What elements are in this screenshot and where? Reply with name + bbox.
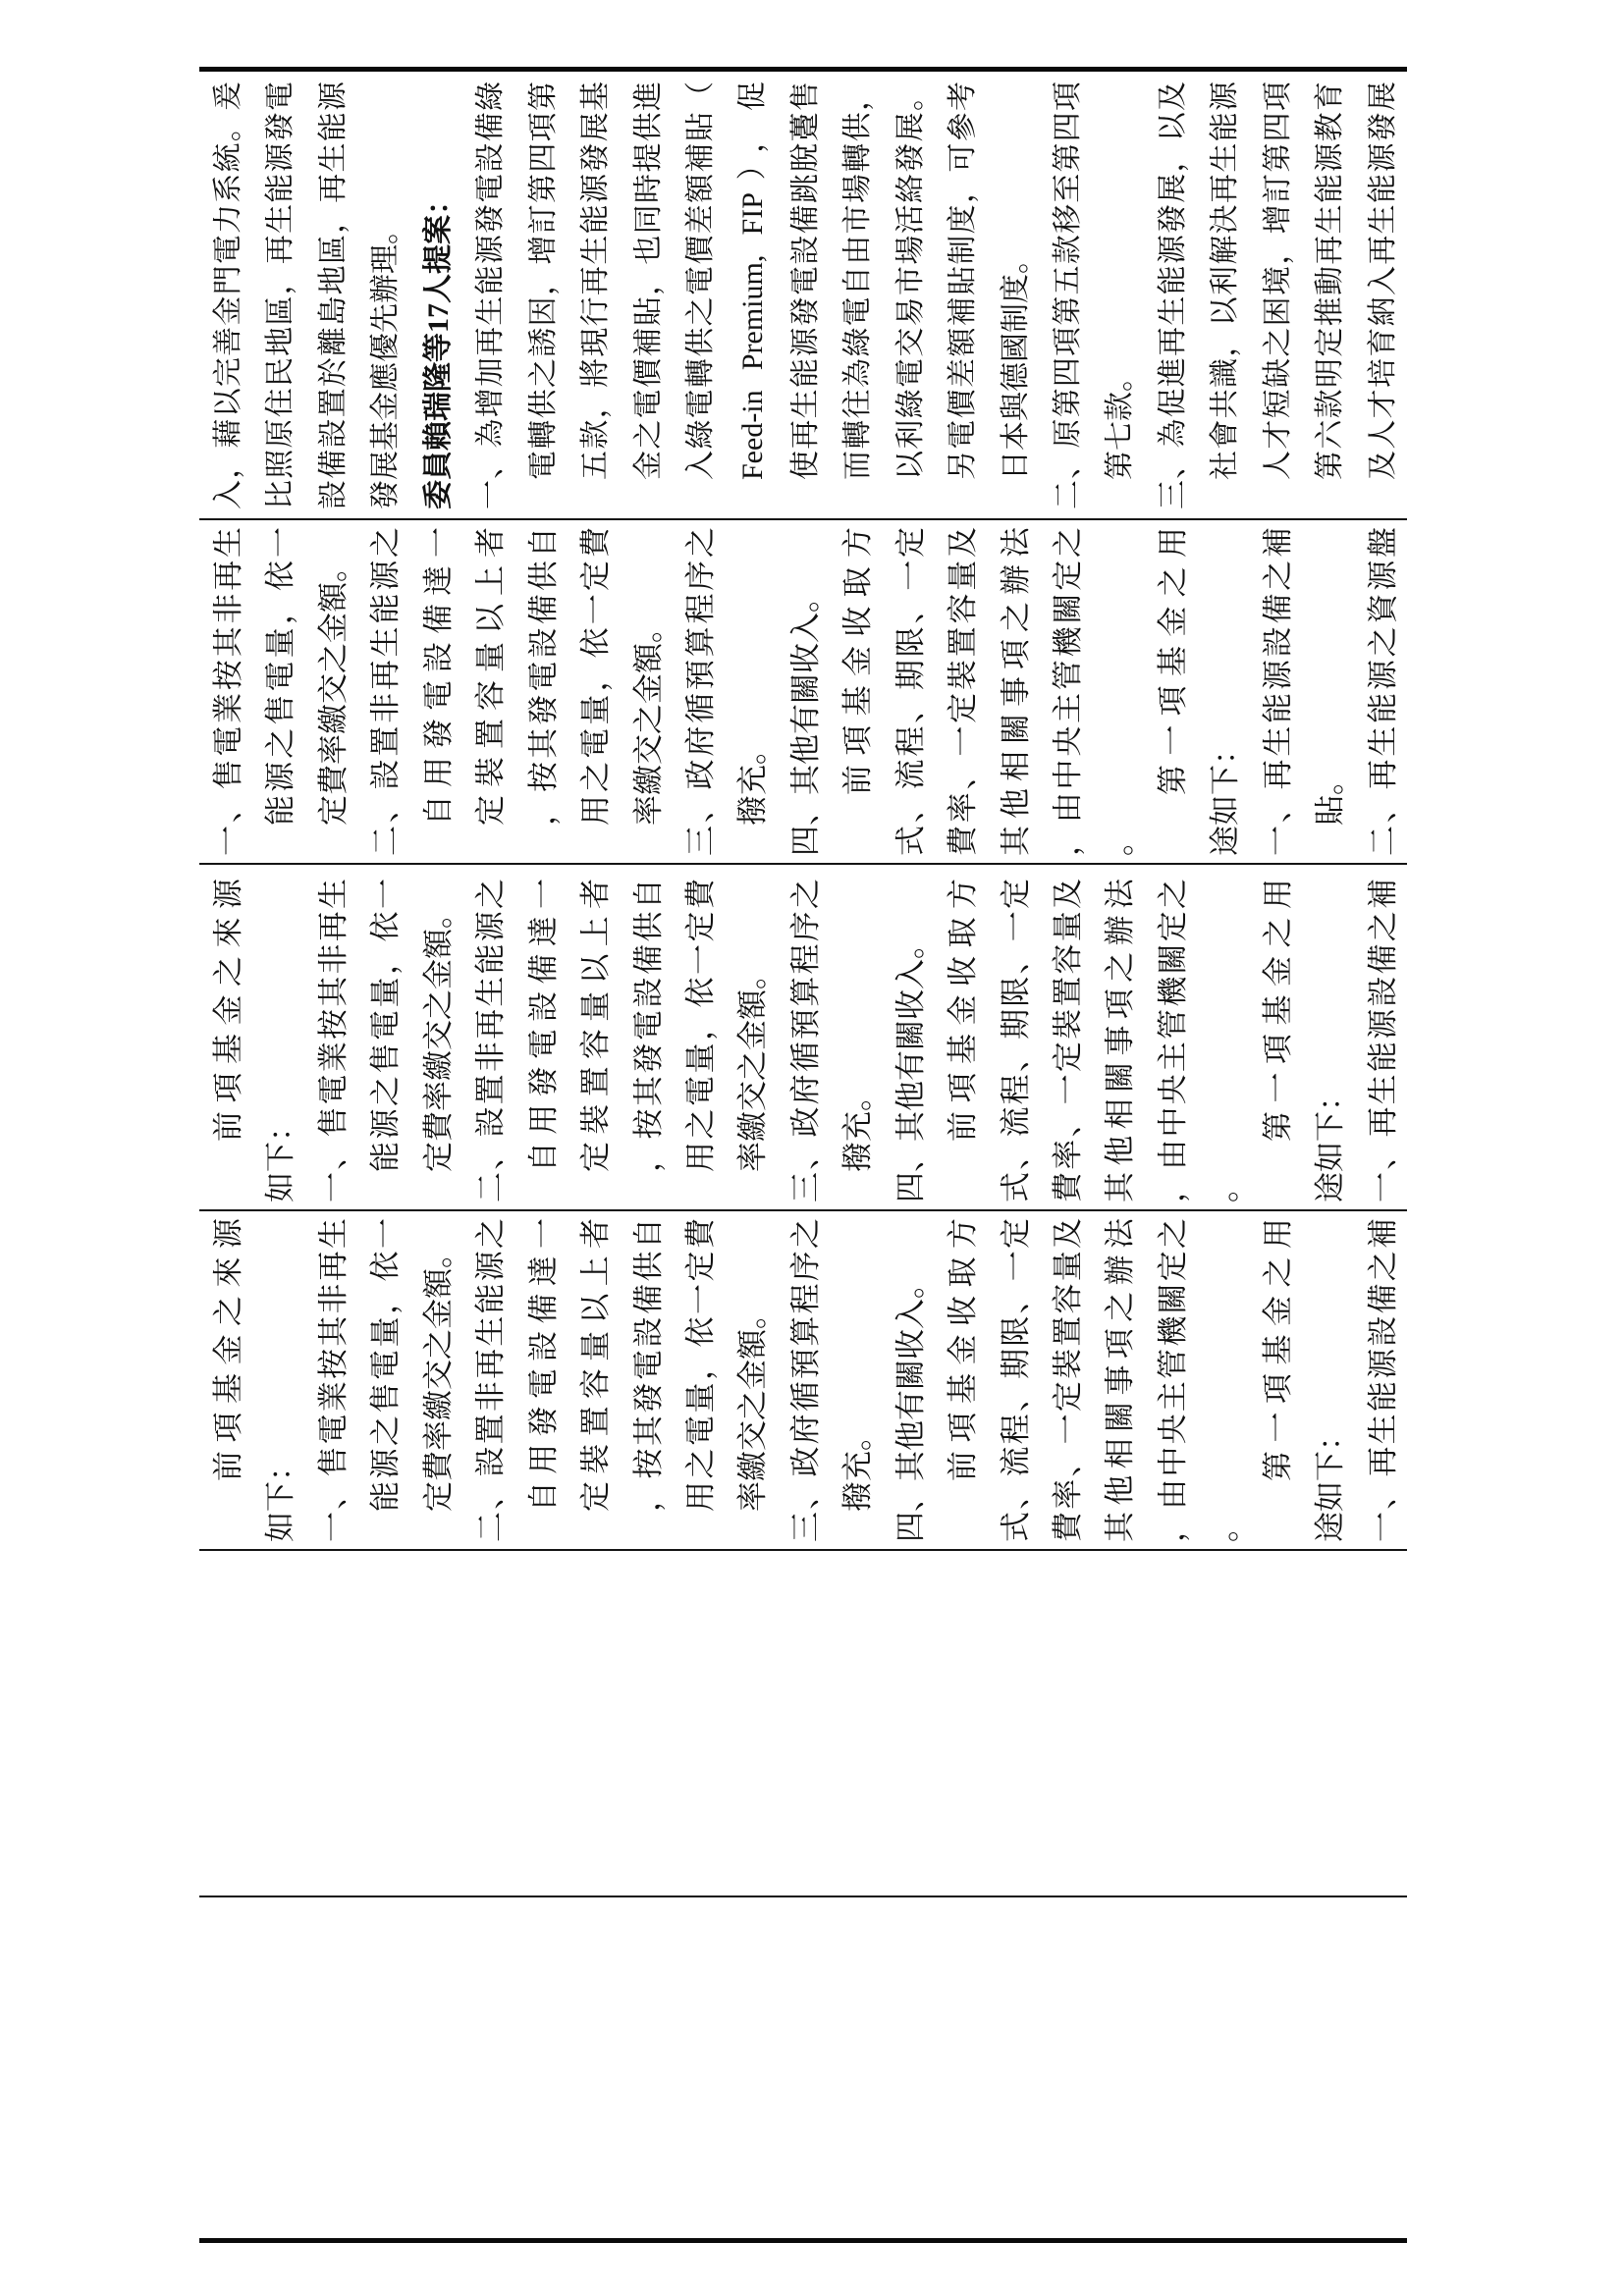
text-line: 前項基金收取方 — [946, 1218, 981, 1481]
table-divider — [199, 1896, 1407, 1897]
text-line: 前項基金收取方 — [840, 527, 876, 795]
text-line: 途如下： — [1313, 1081, 1348, 1202]
text-line: 定費率繳交之金額。 — [315, 552, 351, 826]
text-line: ，按其發電設備供自 — [525, 527, 561, 826]
text-line: 二、原第四項第五款移至第四項 — [1052, 81, 1084, 509]
text-line: 一、售電業按其非再生 — [211, 527, 245, 856]
text-line: 自用發電設備達一 — [420, 527, 456, 826]
text-line: 式、流程、期限、一定 — [893, 527, 928, 856]
text-line: 二、再生能源之資源盤 — [1365, 527, 1400, 856]
text-line: 途如下： — [1313, 1420, 1348, 1542]
text-line: 前項基金之來源 — [211, 879, 245, 1142]
text-line: 定裝置容量以上者 — [578, 879, 614, 1172]
text-line: 如下： — [263, 1111, 298, 1202]
text-line: 入綠電轉供之電價差額補貼（ — [683, 81, 717, 480]
text-line: 一、再生能源設備之補 — [1260, 527, 1295, 856]
text-line: 。 — [1103, 826, 1138, 856]
text-line: 費率、一定裝置容量及 — [946, 527, 981, 856]
table-column-text-b — [202, 879, 1409, 1202]
text-line: 第七款。 — [1104, 362, 1137, 480]
text-line: 用之電量，依一定費 — [682, 879, 718, 1172]
text-line: 四、其他有關收入。 — [893, 929, 928, 1202]
text-line: 設備設置於離島地區，再生能源 — [316, 81, 350, 509]
text-line: ，由中央主管機關定之 — [1155, 879, 1190, 1202]
text-line: 電轉供之誘因，增訂第四項第 — [526, 81, 560, 480]
text-line: 其他相關事項之辦法 — [998, 527, 1033, 856]
text-line: 撥充。 — [735, 734, 771, 826]
text-line: 如下： — [263, 1451, 298, 1542]
text-line: 而轉往為綠電自由市場轉供， — [841, 81, 875, 480]
text-line: 三、為促進再生能源發展，以及 — [1156, 81, 1189, 509]
text-line: 比照原住民地區，再生能源發電 — [264, 81, 298, 509]
text-line: 第六款明定推動再生能源教育 — [1314, 81, 1347, 480]
text-line: 發展基金應優先辦理。 — [369, 215, 403, 509]
text-line: 費率、一定裝置容量及 — [1051, 1218, 1085, 1542]
text-line: 社會共識，以利解決再生能源 — [1209, 81, 1242, 480]
text-line: 率繳交之金額。 — [735, 1299, 771, 1512]
text-line: 前項基金收取方 — [946, 879, 981, 1142]
text-line: 一、售電業按其非再生 — [315, 879, 351, 1202]
text-line: 自用發電設備達一 — [525, 1218, 561, 1512]
text-line: ，按其發電設備供自 — [630, 879, 666, 1172]
text-line: 能源之售電量，依一 — [263, 527, 298, 826]
text-line: 金之電價補貼，也同時提供進 — [631, 81, 665, 480]
text-line: ，由中央主管機關定之 — [1155, 1218, 1190, 1542]
table-divider — [199, 518, 1407, 520]
text-line: 日本與德國制度。 — [999, 244, 1032, 480]
text-line: 以利綠電交易市場活絡發展。 — [893, 81, 927, 480]
text-line: 率繳交之金額。 — [735, 959, 771, 1172]
text-line: 定裝置容量以上者 — [578, 1218, 614, 1512]
text-line: 途如下： — [1208, 734, 1243, 856]
text-line: 及人才培育納入再生能源發展 — [1366, 81, 1399, 480]
text-line: 定費率繳交之金額。 — [420, 1238, 456, 1512]
table-column-text-c — [202, 527, 1409, 856]
text-line: 費率、一定裝置容量及 — [1051, 879, 1085, 1202]
text-line: ，由中央主管機關定之 — [1051, 527, 1085, 856]
text-line: 一、為增加再生能源發電設備綠 — [474, 81, 508, 509]
text-line: 能源之售電量，依一 — [368, 1218, 404, 1512]
text-line: Feed-in Premium, FIP），促 — [736, 81, 770, 480]
text-line: 其他相關事項之辦法 — [1103, 1218, 1138, 1542]
text-line: 率繳交之金額。 — [630, 613, 666, 826]
text-line: 三、政府循預算程序之 — [787, 1218, 823, 1542]
text-line: 式、流程、期限、一定 — [998, 879, 1033, 1202]
text-line: 二、設置非再生能源之 — [473, 879, 509, 1202]
text-line: 三、政府循預算程序之 — [787, 879, 823, 1202]
table-border-right — [199, 67, 1407, 72]
text-line: 式、流程、期限、一定 — [998, 1218, 1033, 1542]
table-divider — [199, 1209, 1407, 1211]
text-line: 二、設置非再生能源之 — [368, 527, 404, 856]
text-line: 另電價差額補貼制度，可參考 — [947, 81, 980, 480]
text-line: 四、其他有關收入。 — [787, 582, 823, 856]
text-line: ，按其發電設備供自 — [630, 1218, 666, 1512]
table-divider — [199, 863, 1407, 865]
text-line: 自用發電設備達一 — [525, 879, 561, 1172]
text-line: 一、再生能源設備之補 — [1365, 879, 1400, 1202]
table-border-left — [199, 2238, 1407, 2243]
text-line: 三、政府循預算程序之 — [682, 527, 718, 856]
text-line: 撥充。 — [840, 1420, 876, 1512]
text-line: 用之電量，依一定費 — [578, 527, 614, 826]
table-column-text-a — [202, 1218, 1409, 1542]
text-line: 。 — [1208, 1172, 1243, 1202]
text-line: 定費率繳交之金額。 — [420, 898, 456, 1172]
text-line: 撥充。 — [840, 1081, 876, 1172]
text-line: 貼。 — [1313, 765, 1348, 826]
text-line: 四、其他有關收入。 — [893, 1268, 928, 1542]
proposal-heading: 委員賴瑞隆等17人提案： — [421, 186, 455, 509]
text-line: 。 — [1208, 1512, 1243, 1542]
text-line: 能源之售電量，依一 — [368, 879, 404, 1172]
text-line: 用之電量，依一定費 — [682, 1218, 718, 1512]
text-line: 一、再生能源設備之補 — [1365, 1218, 1400, 1542]
text-line: 人才短缺之困境，增訂第四項 — [1261, 81, 1294, 480]
text-line: 定裝置容量以上者 — [473, 527, 509, 826]
text-line: 一、售電業按其非再生 — [315, 1218, 351, 1542]
text-line: 其他相關事項之辦法 — [1103, 879, 1138, 1202]
text-line: 入，藉以完善金門電力系統。爰 — [212, 81, 244, 509]
text-line: 五款，將現行再生能源發展基 — [579, 81, 613, 480]
text-line: 使再生能源發電設備跳脫躉售 — [788, 81, 822, 480]
text-line: 前項基金之來源 — [211, 1218, 245, 1481]
text-line: 二、設置非再生能源之 — [473, 1218, 509, 1542]
text-line: 第一項基金之用 — [1155, 527, 1190, 795]
text-line: 第一項基金之用 — [1260, 1218, 1295, 1481]
table-column-explanation — [202, 81, 1409, 509]
table-divider — [199, 1549, 1407, 1551]
text-line: 第一項基金之用 — [1260, 879, 1295, 1142]
